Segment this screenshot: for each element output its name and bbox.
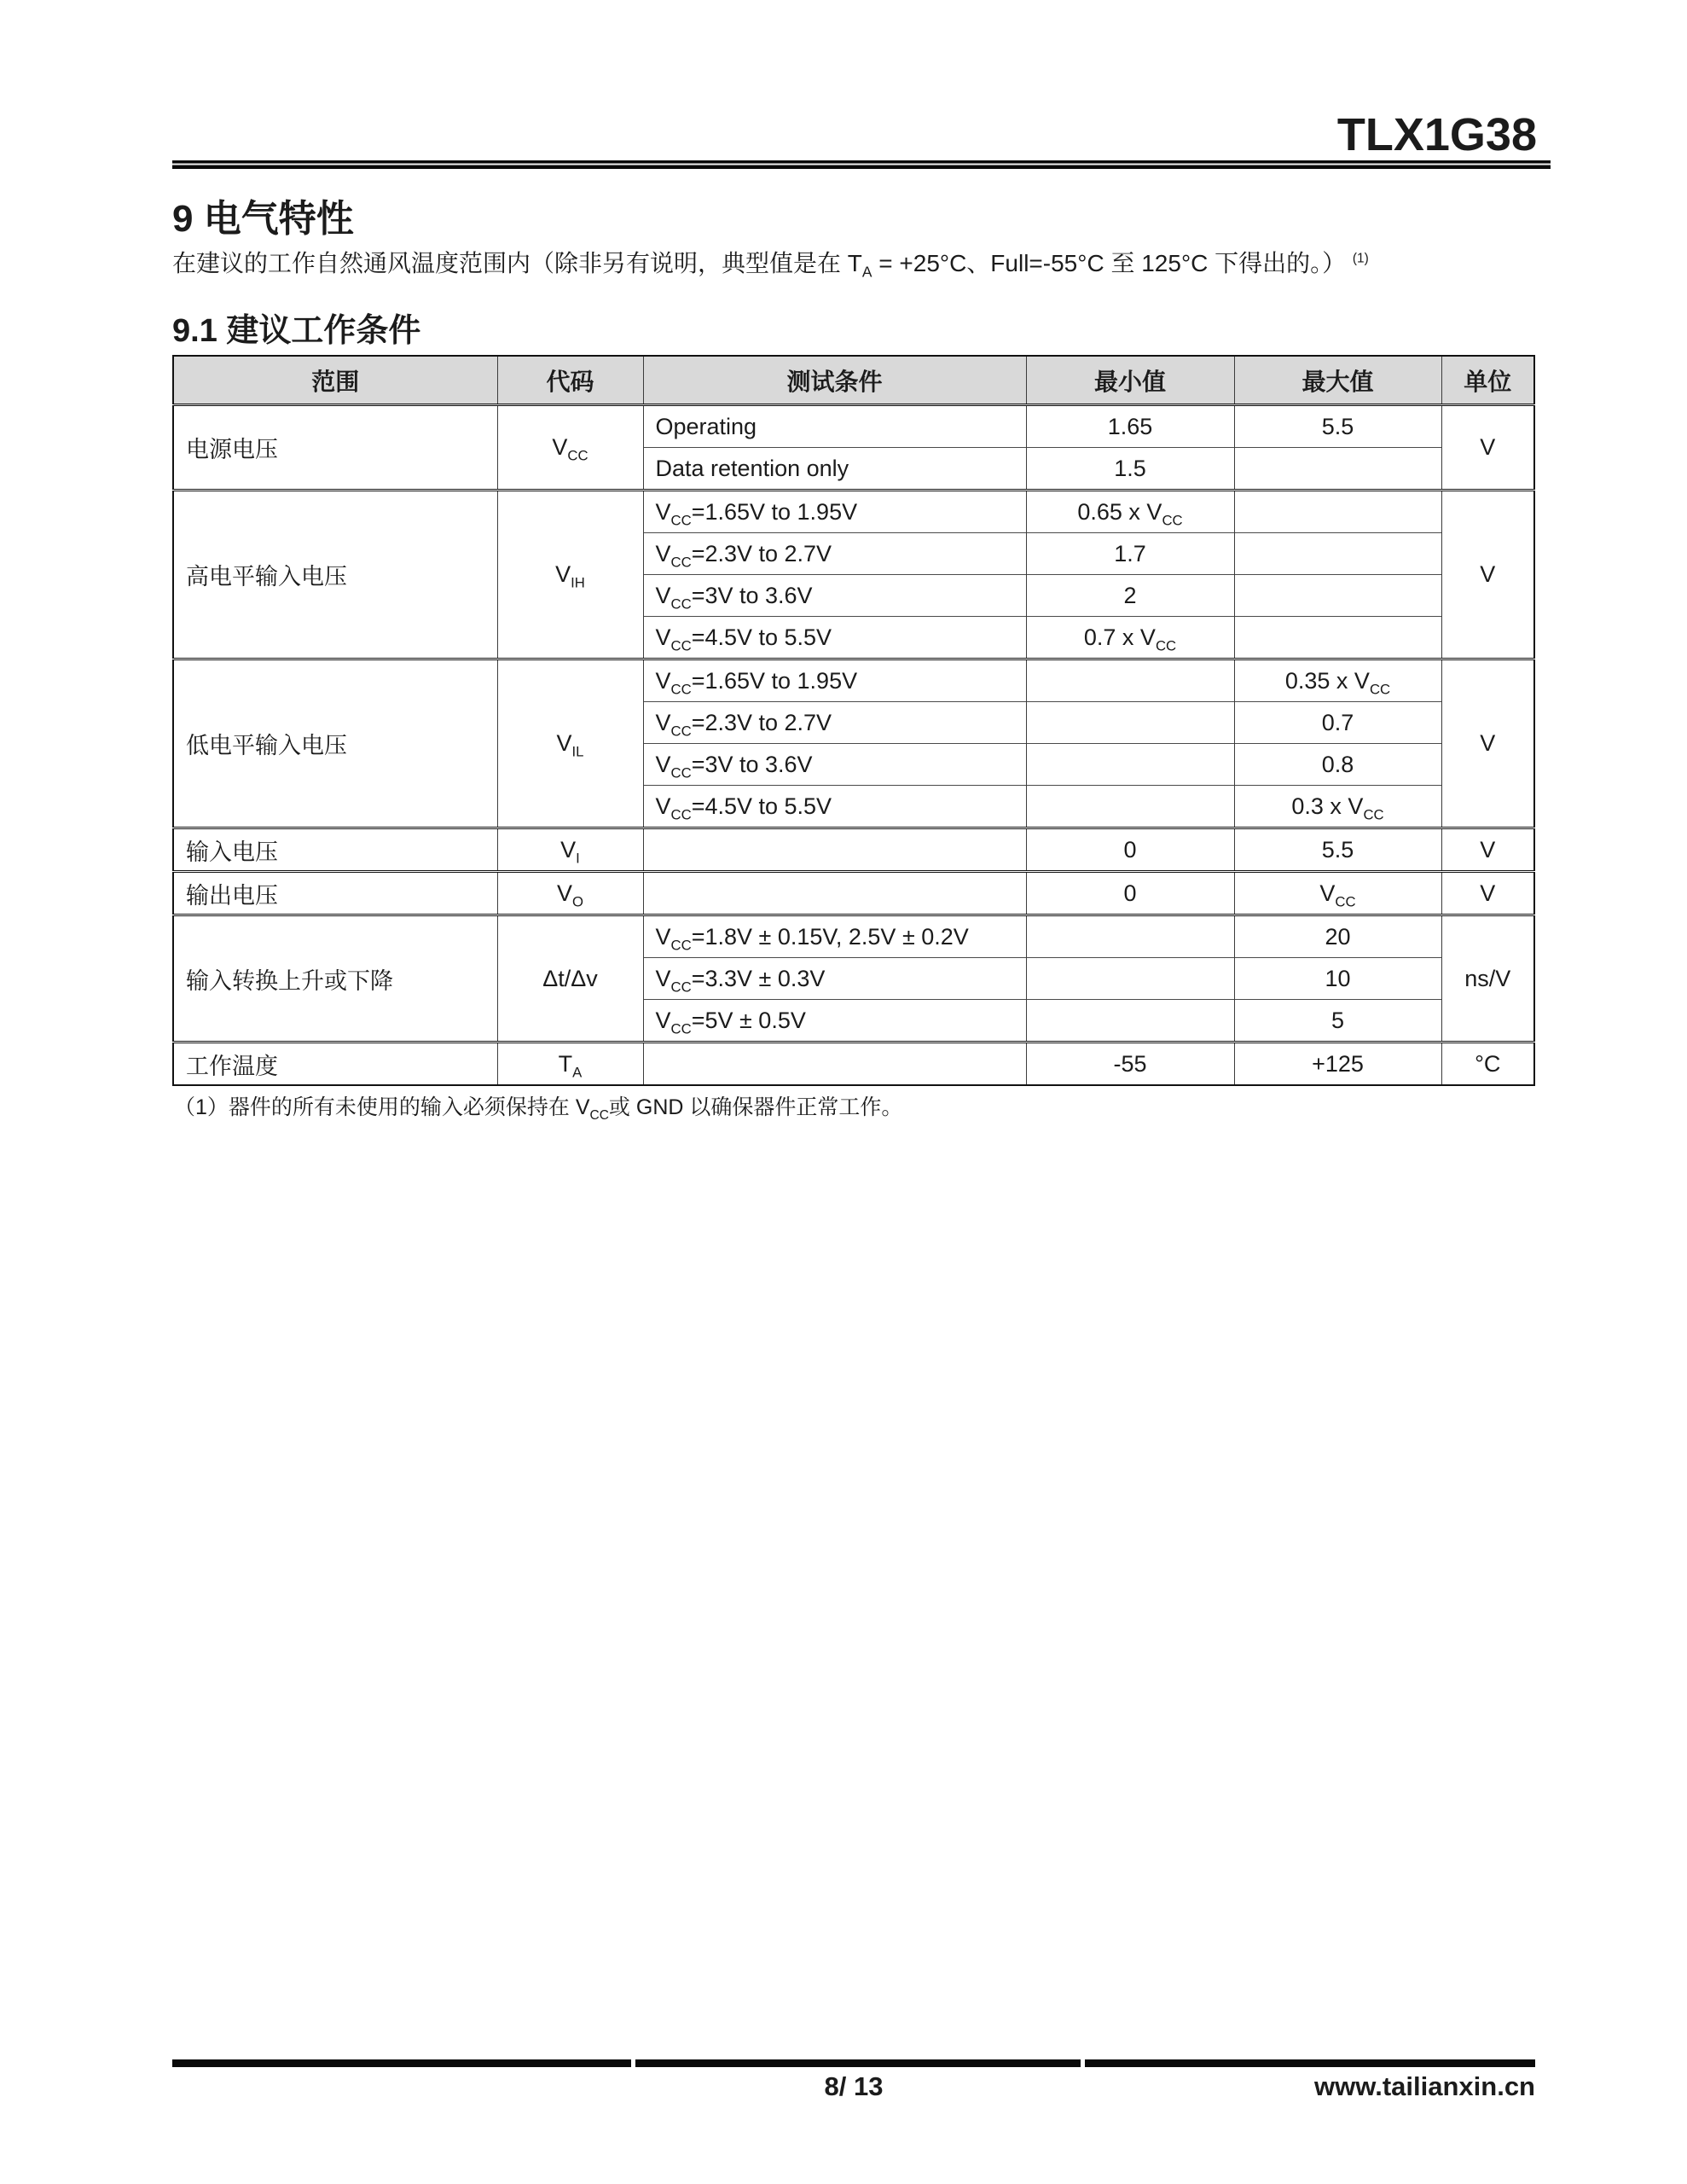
param-cell: 输入电压 <box>173 828 497 872</box>
max-cell <box>1234 448 1441 491</box>
min-cell: 1.7 <box>1026 533 1234 575</box>
condition-cell: $V_{CC}=2.3V$ to 2.7V <box>643 533 1026 575</box>
param-cell: 低电平输入电压 <box>173 659 497 828</box>
min-cell <box>1026 744 1234 786</box>
param-cell: 输出电压 <box>173 872 497 915</box>
min-cell: 2 <box>1026 575 1234 617</box>
condition-cell: $V_{CC}=1.65V$ to 1.95V <box>643 659 1026 702</box>
condition-cell: $V_{CC}=3.3V \pm 0.3V$ <box>643 958 1026 1000</box>
code-cell: Δt/Δv <box>497 915 643 1043</box>
code-cell: $V_{CC}$ <box>497 405 643 491</box>
min-cell <box>1026 659 1234 702</box>
param-cell: 电源电压 <box>173 405 497 491</box>
table-row <box>173 872 1534 915</box>
max-cell: 5 <box>1234 1000 1441 1043</box>
condition-cell: $V_{CC}=1.65V$ to 1.95V <box>643 491 1026 533</box>
unit-cell: V <box>1441 405 1534 491</box>
param-cell: 输入转换上升或下降 <box>173 915 497 1043</box>
max-cell: 0.7 <box>1234 702 1441 744</box>
column-header-range: 范围 <box>173 356 497 405</box>
code-cell: $V_{IH}$ <box>497 491 643 659</box>
table-row <box>173 405 1534 448</box>
column-header-unit: 单位 <box>1441 356 1534 405</box>
condition-cell <box>643 872 1026 915</box>
min-cell: 0.7 x $V_{CC}$ <box>1026 617 1234 659</box>
min-cell: 0.65 x $V_{CC}$ <box>1026 491 1234 533</box>
unit-cell: V <box>1441 491 1534 659</box>
header-rule <box>172 160 1551 169</box>
column-header-max: 最大值 <box>1234 356 1441 405</box>
code-cell: $T_A$ <box>497 1043 643 1086</box>
page-number: 8/ 13 <box>824 2071 884 2101</box>
table-row <box>173 491 1534 533</box>
table-row <box>173 1043 1534 1086</box>
page-footer <box>172 2059 1535 2102</box>
footer-row <box>172 2071 1535 2102</box>
footer-rule-segment <box>635 2059 1081 2067</box>
section-9-intro: 在建议的工作自然通风温度范围内（除非另有说明，典型值是在 $T_A = +25^\circ C$、Full=-55°C 至 125°C 下得出的。） $^{(1)}$ <box>172 250 1369 281</box>
min-cell <box>1026 915 1234 958</box>
unit-cell: ns/V <box>1441 915 1534 1043</box>
footer-rule-segment <box>172 2059 631 2067</box>
table-row <box>173 828 1534 872</box>
condition-cell: $V_{CC}=4.5V$ to 5.5V <box>643 617 1026 659</box>
max-cell: 20 <box>1234 915 1441 958</box>
max-cell: 10 <box>1234 958 1441 1000</box>
footer-rule-segment <box>1085 2059 1535 2067</box>
max-cell <box>1234 533 1441 575</box>
condition-cell: $V_{CC}=1.8V \pm 0.15V$, 2.5V ± 0.2V <box>643 915 1026 958</box>
min-cell: 1.5 <box>1026 448 1234 491</box>
condition-cell: $V_{CC}=4.5V$ to 5.5V <box>643 786 1026 828</box>
min-cell: 0 <box>1026 872 1234 915</box>
min-cell <box>1026 786 1234 828</box>
max-cell <box>1234 617 1441 659</box>
code-cell: $V_I$ <box>497 828 643 872</box>
min-cell <box>1026 702 1234 744</box>
condition-cell: $V_{CC}=5V \pm 0.5V$ <box>643 1000 1026 1043</box>
max-cell: 0.3 x $V_{CC}$ <box>1234 786 1441 828</box>
min-cell: 1.65 <box>1026 405 1234 448</box>
condition-cell: $V_{CC}=2.3V$ to 2.7V <box>643 702 1026 744</box>
min-cell: -55 <box>1026 1043 1234 1086</box>
param-cell: 高电平输入电压 <box>173 491 497 659</box>
column-header-code: 代码 <box>497 356 643 405</box>
table-header-row <box>173 356 1534 405</box>
condition-cell: $V_{CC}=3V$ to 3.6V <box>643 744 1026 786</box>
table-footnote: （1）器件的所有未使用的输入必须保持在 $V_{CC}$或 GND 以确保器件正常工作。 <box>174 1095 903 1123</box>
condition-cell <box>643 828 1026 872</box>
param-cell: 工作温度 <box>173 1043 497 1086</box>
min-cell: 0 <box>1026 828 1234 872</box>
section-9-1-heading: 9.1 建议工作条件 <box>172 313 421 349</box>
max-cell <box>1234 491 1441 533</box>
min-cell <box>1026 1000 1234 1043</box>
recommended-operating-conditions-table <box>172 355 1535 1086</box>
unit-cell: V <box>1441 659 1534 828</box>
max-cell: +125 <box>1234 1043 1441 1086</box>
table-row <box>173 659 1534 702</box>
max-cell: 0.8 <box>1234 744 1441 786</box>
section-9-heading: 9 电气特性 <box>172 198 354 240</box>
max-cell <box>1234 575 1441 617</box>
condition-cell: Operating <box>643 405 1026 448</box>
unit-cell: °C <box>1441 1043 1534 1086</box>
max-cell: $V_{CC}$ <box>1234 872 1441 915</box>
page-content <box>172 0 1551 1123</box>
code-cell: $V_{IL}$ <box>497 659 643 828</box>
condition-cell: Data retention only <box>643 448 1026 491</box>
condition-cell <box>643 1043 1026 1086</box>
code-cell: $V_O$ <box>497 872 643 915</box>
table-row <box>173 915 1534 958</box>
unit-cell: V <box>1441 828 1534 872</box>
document-title: TLX1G38 <box>1336 109 1537 160</box>
website-text: www.tailianxin.cn <box>1314 2071 1535 2101</box>
min-cell <box>1026 958 1234 1000</box>
max-cell: 5.5 <box>1234 405 1441 448</box>
column-header-test-condition: 测试条件 <box>643 356 1026 405</box>
max-cell: 0.35 x $V_{CC}$ <box>1234 659 1441 702</box>
column-header-min: 最小值 <box>1026 356 1234 405</box>
unit-cell: V <box>1441 872 1534 915</box>
condition-cell: $V_{CC}=3V$ to 3.6V <box>643 575 1026 617</box>
max-cell: 5.5 <box>1234 828 1441 872</box>
footer-rule <box>172 2059 1535 2067</box>
